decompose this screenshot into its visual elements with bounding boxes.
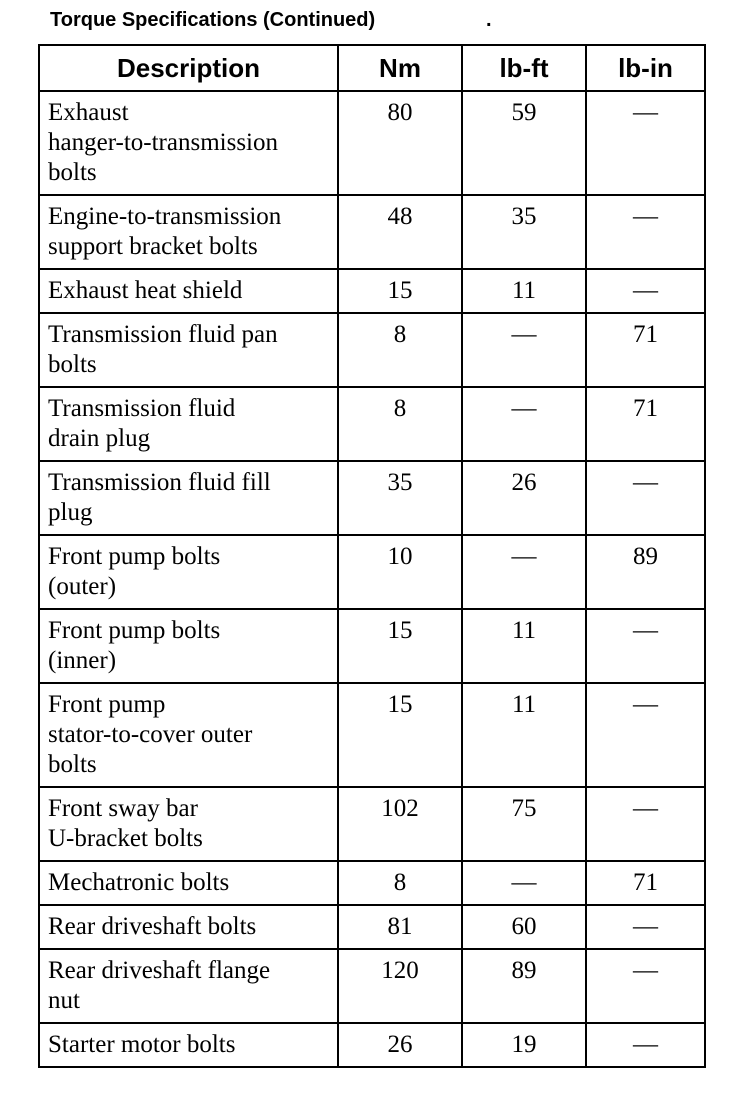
nm-cell: 120 (338, 949, 462, 1023)
lb-in-cell: — (586, 949, 705, 1023)
description-cell (39, 683, 338, 787)
nm-cell: 26 (338, 1023, 462, 1067)
description-line: Exhaust heat shield (48, 277, 243, 304)
description-line: U-bracket bolts (48, 825, 203, 852)
page-title-text: Torque Specifications (Continued) (50, 9, 376, 31)
description-cell (39, 787, 338, 861)
description-line: Starter motor bolts (48, 1031, 236, 1058)
lb-ft-cell: 11 (462, 269, 586, 313)
lb-in-cell: 71 (586, 387, 705, 461)
description-cell (39, 949, 338, 1023)
description-line: support bracket bolts (48, 233, 258, 260)
description-line: Rear driveshaft flange (48, 957, 271, 984)
lb-ft-cell: — (462, 861, 586, 905)
table-header-row (39, 45, 705, 91)
description-line: plug (48, 499, 93, 526)
table-row (39, 949, 705, 1023)
description-line: (outer) (48, 573, 117, 600)
column-header-lb-ft: lb-ft (462, 45, 586, 91)
table-row (39, 91, 705, 195)
description-line: bolts (48, 351, 97, 378)
table-row (39, 905, 705, 949)
description-line: bolts (48, 159, 97, 186)
lb-ft-cell: 60 (462, 905, 586, 949)
nm-cell: 35 (338, 461, 462, 535)
lb-in-cell: — (586, 905, 705, 949)
lb-ft-cell: 11 (462, 683, 586, 787)
table-row (39, 313, 705, 387)
page-title-mark: . (486, 9, 492, 31)
description-cell (39, 269, 338, 313)
lb-in-cell: 71 (586, 861, 705, 905)
lb-in-cell: — (586, 787, 705, 861)
lb-in-cell: — (586, 195, 705, 269)
lb-ft-cell: 59 (462, 91, 586, 195)
description-line: Front pump bolts (48, 543, 221, 570)
nm-cell: 15 (338, 609, 462, 683)
table-row (39, 461, 705, 535)
description-line: Rear driveshaft bolts (48, 913, 257, 940)
nm-cell: 15 (338, 683, 462, 787)
description-cell (39, 1023, 338, 1067)
table-row (39, 269, 705, 313)
lb-ft-cell: — (462, 313, 586, 387)
nm-cell: 8 (338, 313, 462, 387)
table-row (39, 195, 705, 269)
table-body (39, 91, 705, 1067)
table-row (39, 535, 705, 609)
description-line: Transmission fluid pan (48, 321, 278, 348)
nm-cell: 80 (338, 91, 462, 195)
description-line: Front pump (48, 691, 166, 718)
description-cell (39, 91, 338, 195)
description-cell (39, 609, 338, 683)
table-row (39, 609, 705, 683)
table-row (39, 1023, 705, 1067)
lb-in-cell: — (586, 683, 705, 787)
lb-in-cell: 71 (586, 313, 705, 387)
nm-cell: 48 (338, 195, 462, 269)
lb-ft-cell: 26 (462, 461, 586, 535)
description-cell (39, 861, 338, 905)
lb-in-cell: — (586, 461, 705, 535)
lb-in-cell: 89 (586, 535, 705, 609)
lb-ft-cell: 35 (462, 195, 586, 269)
description-line: Front pump bolts (48, 617, 221, 644)
description-line: Mechatronic bolts (48, 869, 230, 896)
description-line: Transmission fluid fill (48, 469, 271, 496)
table-row (39, 861, 705, 905)
nm-cell: 8 (338, 387, 462, 461)
description-line: (inner) (48, 647, 117, 674)
lb-ft-cell: 19 (462, 1023, 586, 1067)
description-cell (39, 195, 338, 269)
description-cell (39, 461, 338, 535)
description-cell (39, 905, 338, 949)
nm-cell: 15 (338, 269, 462, 313)
description-cell (39, 387, 338, 461)
nm-cell: 81 (338, 905, 462, 949)
table-row (39, 683, 705, 787)
lb-in-cell: — (586, 609, 705, 683)
lb-in-cell: — (586, 91, 705, 195)
description-line: Engine-to-transmission (48, 203, 282, 230)
column-header-description: Description (39, 45, 338, 91)
column-header-lb-in: lb-in (586, 45, 705, 91)
description-line: hanger-to-transmission (48, 129, 279, 156)
description-line: Front sway bar (48, 795, 198, 822)
lb-ft-cell: — (462, 535, 586, 609)
description-cell (39, 313, 338, 387)
lb-in-cell: — (586, 269, 705, 313)
page-title (50, 6, 492, 34)
description-cell (39, 535, 338, 609)
torque-spec-table (38, 44, 706, 1068)
description-line: Exhaust (48, 99, 129, 126)
description-line: bolts (48, 751, 97, 778)
lb-in-cell: — (586, 1023, 705, 1067)
description-line: stator-to-cover outer (48, 721, 253, 748)
lb-ft-cell: 11 (462, 609, 586, 683)
lb-ft-cell: 75 (462, 787, 586, 861)
lb-ft-cell: 89 (462, 949, 586, 1023)
nm-cell: 10 (338, 535, 462, 609)
description-line: drain plug (48, 425, 151, 452)
description-line: nut (48, 987, 80, 1014)
nm-cell: 102 (338, 787, 462, 861)
nm-cell: 8 (338, 861, 462, 905)
description-line: Transmission fluid (48, 395, 236, 422)
table-row (39, 787, 705, 861)
table-row (39, 387, 705, 461)
lb-ft-cell: — (462, 387, 586, 461)
column-header-nm: Nm (338, 45, 462, 91)
